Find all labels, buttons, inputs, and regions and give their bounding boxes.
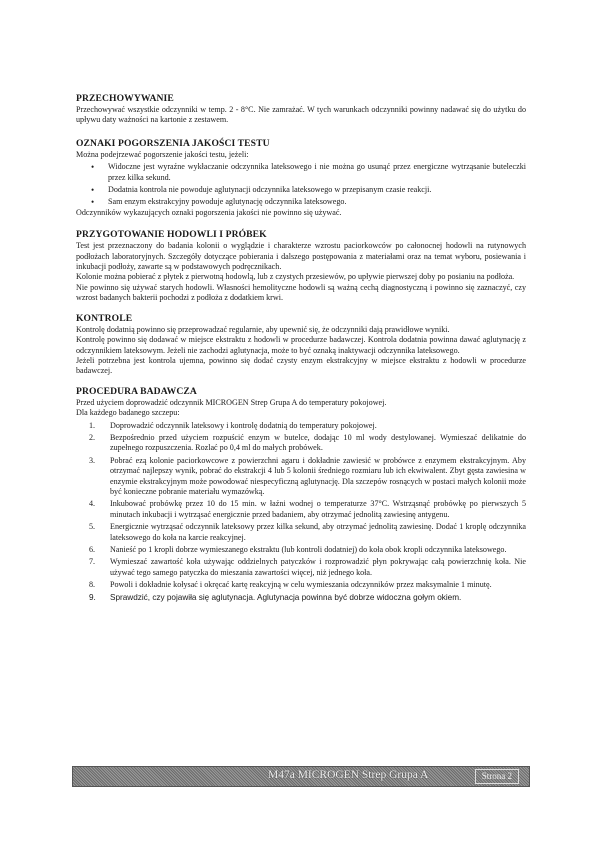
step-text: Sprawdzić, czy pojawiła się aglutynacja. Aglutynacja powinna być dobrze widoczna gołym okiem. [110,592,462,602]
step-number: 6. [89,545,96,554]
footer-title: M47a MICROGEN Strep Grupa A [268,769,429,781]
step-number: 4. [89,499,96,509]
storage-heading: PRZECHOWYWANIE [76,93,174,104]
step-number: 1. [89,420,96,430]
degradation-outro: Odczynników wykazujących oznaki pogorszenia jakości nie powinno się używać. [76,207,342,217]
procedure-step [76,456,526,498]
procedure-step [76,545,526,555]
step-number: 8. [89,580,96,590]
procedure-step [76,593,526,603]
step-text: Doprowadzić odczynnik lateksowy i kontrolę dodatnią do temperatury pokojowej. [110,420,377,430]
degradation-bullet: • Dodatnia kontrola nie powoduje aglutynacji odczynnika lateksowego w przepisanym czasie reakcji. [76,185,526,195]
controls-section [76,313,526,377]
degradation-intro: Można podejrzewać pogorszenie jakości testu, jeżeli: [76,149,249,159]
culture-section [76,229,526,303]
procedure-intro-strain: Dla każdego badanego szczepu: [76,408,180,418]
culture-paragraph: Test jest przeznaczony do badania kolonii o wyglądzie i charakterze wzrostu paciorkowców po całonocnej hodowli na rutynowych podłożach laboratoryjnych. Szczegóły dotyczące pobierania i dalszego postępowania z materiałami oraz na temat wyboru, posiewania i inkubacji podłoży, zawarte są w podstawowych podręcznikach. [76,241,526,272]
degradation-bullet-list [76,162,526,208]
culture-heading: PRZYGOTOWANIE HODOWLI I PRÓBEK [76,229,267,241]
step-number: 2. [89,432,96,442]
degradation-heading: OZNAKI POGORSZENIA JAKOŚCI TESTU [76,137,270,149]
controls-paragraph: Kontrolę dodatnią powinno się przeprowadzać regularnie, aby upewnić się, że odczynniki dają prawidłowe wyniki. [76,324,450,334]
procedure-heading: PROCEDURA BADAWCZA [76,385,197,397]
degradation-bullet: • Sam enzym ekstrakcyjny powoduje aglutynację odczynnika lateksowego. [76,197,526,207]
storage-section [76,93,526,126]
procedure-steps [76,421,526,604]
step-text: Bezpośrednio przed użyciem rozpuścić enzym w butelce, dodając 10 ml wody destylowanej. Wymieszać delikatnie do zupełnego rozpuszczenia. Rozlać po 0,4 ml do małych probówek. [110,432,526,453]
culture-paragraph: Kolonie można pobierać z płytek z pierwotną hodowlą, lub z czystych przesiewów, po upływie pierwszej doby po posianiu na podłoża. [76,272,515,282]
step-number: 3. [89,455,96,465]
step-number: 7. [89,557,96,567]
degradation-section [76,138,526,218]
controls-paragraph: Jeżeli potrzebna jest kontrola ujemna, powinno się dodać czysty enzym ekstrakcyjny w miejsce ekstraktu z hodowli w procedurze badawczej. [76,355,526,376]
step-text: Inkubować probówkę przez 10 do 15 min. w łaźni wodnej o temperaturze 37°C. Wstrząsnąć probówkę po pierwszych 5 minutach inkubacji i wytrząsać energicznie przed badaniem, aby otrzymać jednolitą zawiesinę antygenu. [110,499,526,519]
footer-bar [72,766,530,787]
controls-heading: KONTROLE [76,312,133,324]
procedure-step [76,557,526,578]
controls-paragraph: Kontrolę powinno się dodawać w miejsce ekstraktu z hodowli w procedurze badawczej. Kontrola dodatnia powinna dawać aglutynację z odczynnikiem lateksowym. Jeżeli nie zachodzi aglutynacja, może to być oznaką inaktywacji odczynnika lateksowego. [76,335,526,355]
storage-text: Przechowywać wszystkie odczynniki w temp. 2 - 8°C. Nie zamrażać. W tych warunkach odczynniki powinny nadawać się do użytku do upływu daty ważności na kartonie z zestawem. [76,105,526,125]
culture-paragraph: Nie powinno się używać starych hodowli. Własności hemolityczne hodowli są ważną cechą diagnostyczną i powinno się zaznaczyć, czy wzrost badanych bakterii pochodzi z podłoża z dodatkiem krwi. [76,282,526,303]
procedure-step [76,499,526,520]
procedure-step [76,580,526,590]
step-text: Wymieszać zawartość koła używając oddzielnych patyczków i rozprowadzić płyn pokrywając całą powierzchnię koła. Nie używać tego samego patyczka do mieszania zawartości więcej, niż jednego koła. [110,557,526,577]
degradation-bullet: • Widoczne jest wyraźne wykłaczanie odczynnika lateksowego i nie można go usunąć przez energiczne wytrząsanie buteleczki przez kilka sekund. [76,162,526,183]
procedure-step [76,522,526,543]
procedure-step [76,433,526,454]
step-text: Pobrać ezą kolonie paciorkowcowe z powierzchni agaru i dokładnie zawiesić w probówce z enzymem ekstrakcyjnym. Aby otrzymać najlepszy wynik, pobrać do ekstrakcji 4 lub 5 kolonii średniego rozmiaru lub ich ekwiwalent. Zbyt gęsta zawiesina w enzymie ekstrakcyjnym może powodować niespecyficzną aglutynację. Dla szczepów rosnących w postaci małych kolonii może być konieczne pobranie materiału wymazówką. [110,455,526,496]
step-text: Energicznie wytrząsać odczynnik lateksowy przez kilka sekund, aby otrzymać jednolitą zawiesinę. Dodać 1 kroplę odczynnika lateksowego do koła na karcie reakcyjnej. [110,522,526,542]
document-page [76,93,526,603]
step-text: Powoli i dokładnie kołysać i okręcać kartę reakcyjną w celu wymieszania odczynników przez maksymalnie 1 minutę. [110,580,492,590]
procedure-intro: Przed użyciem doprowadzić odczynnik MICROGEN Strep Grupa A do temperatury pokojowej. [76,397,387,407]
step-text: Nanieść po 1 kropli dobrze wymieszanego ekstraktu (lub kontroli dodatniej) do koła obok kropli odczynnika lateksowego. [110,545,507,554]
procedure-step [76,421,526,431]
procedure-section [76,386,526,603]
step-number: 5. [89,522,96,532]
step-number: 9. [89,592,96,602]
page-number: Strona 2 [475,769,519,784]
